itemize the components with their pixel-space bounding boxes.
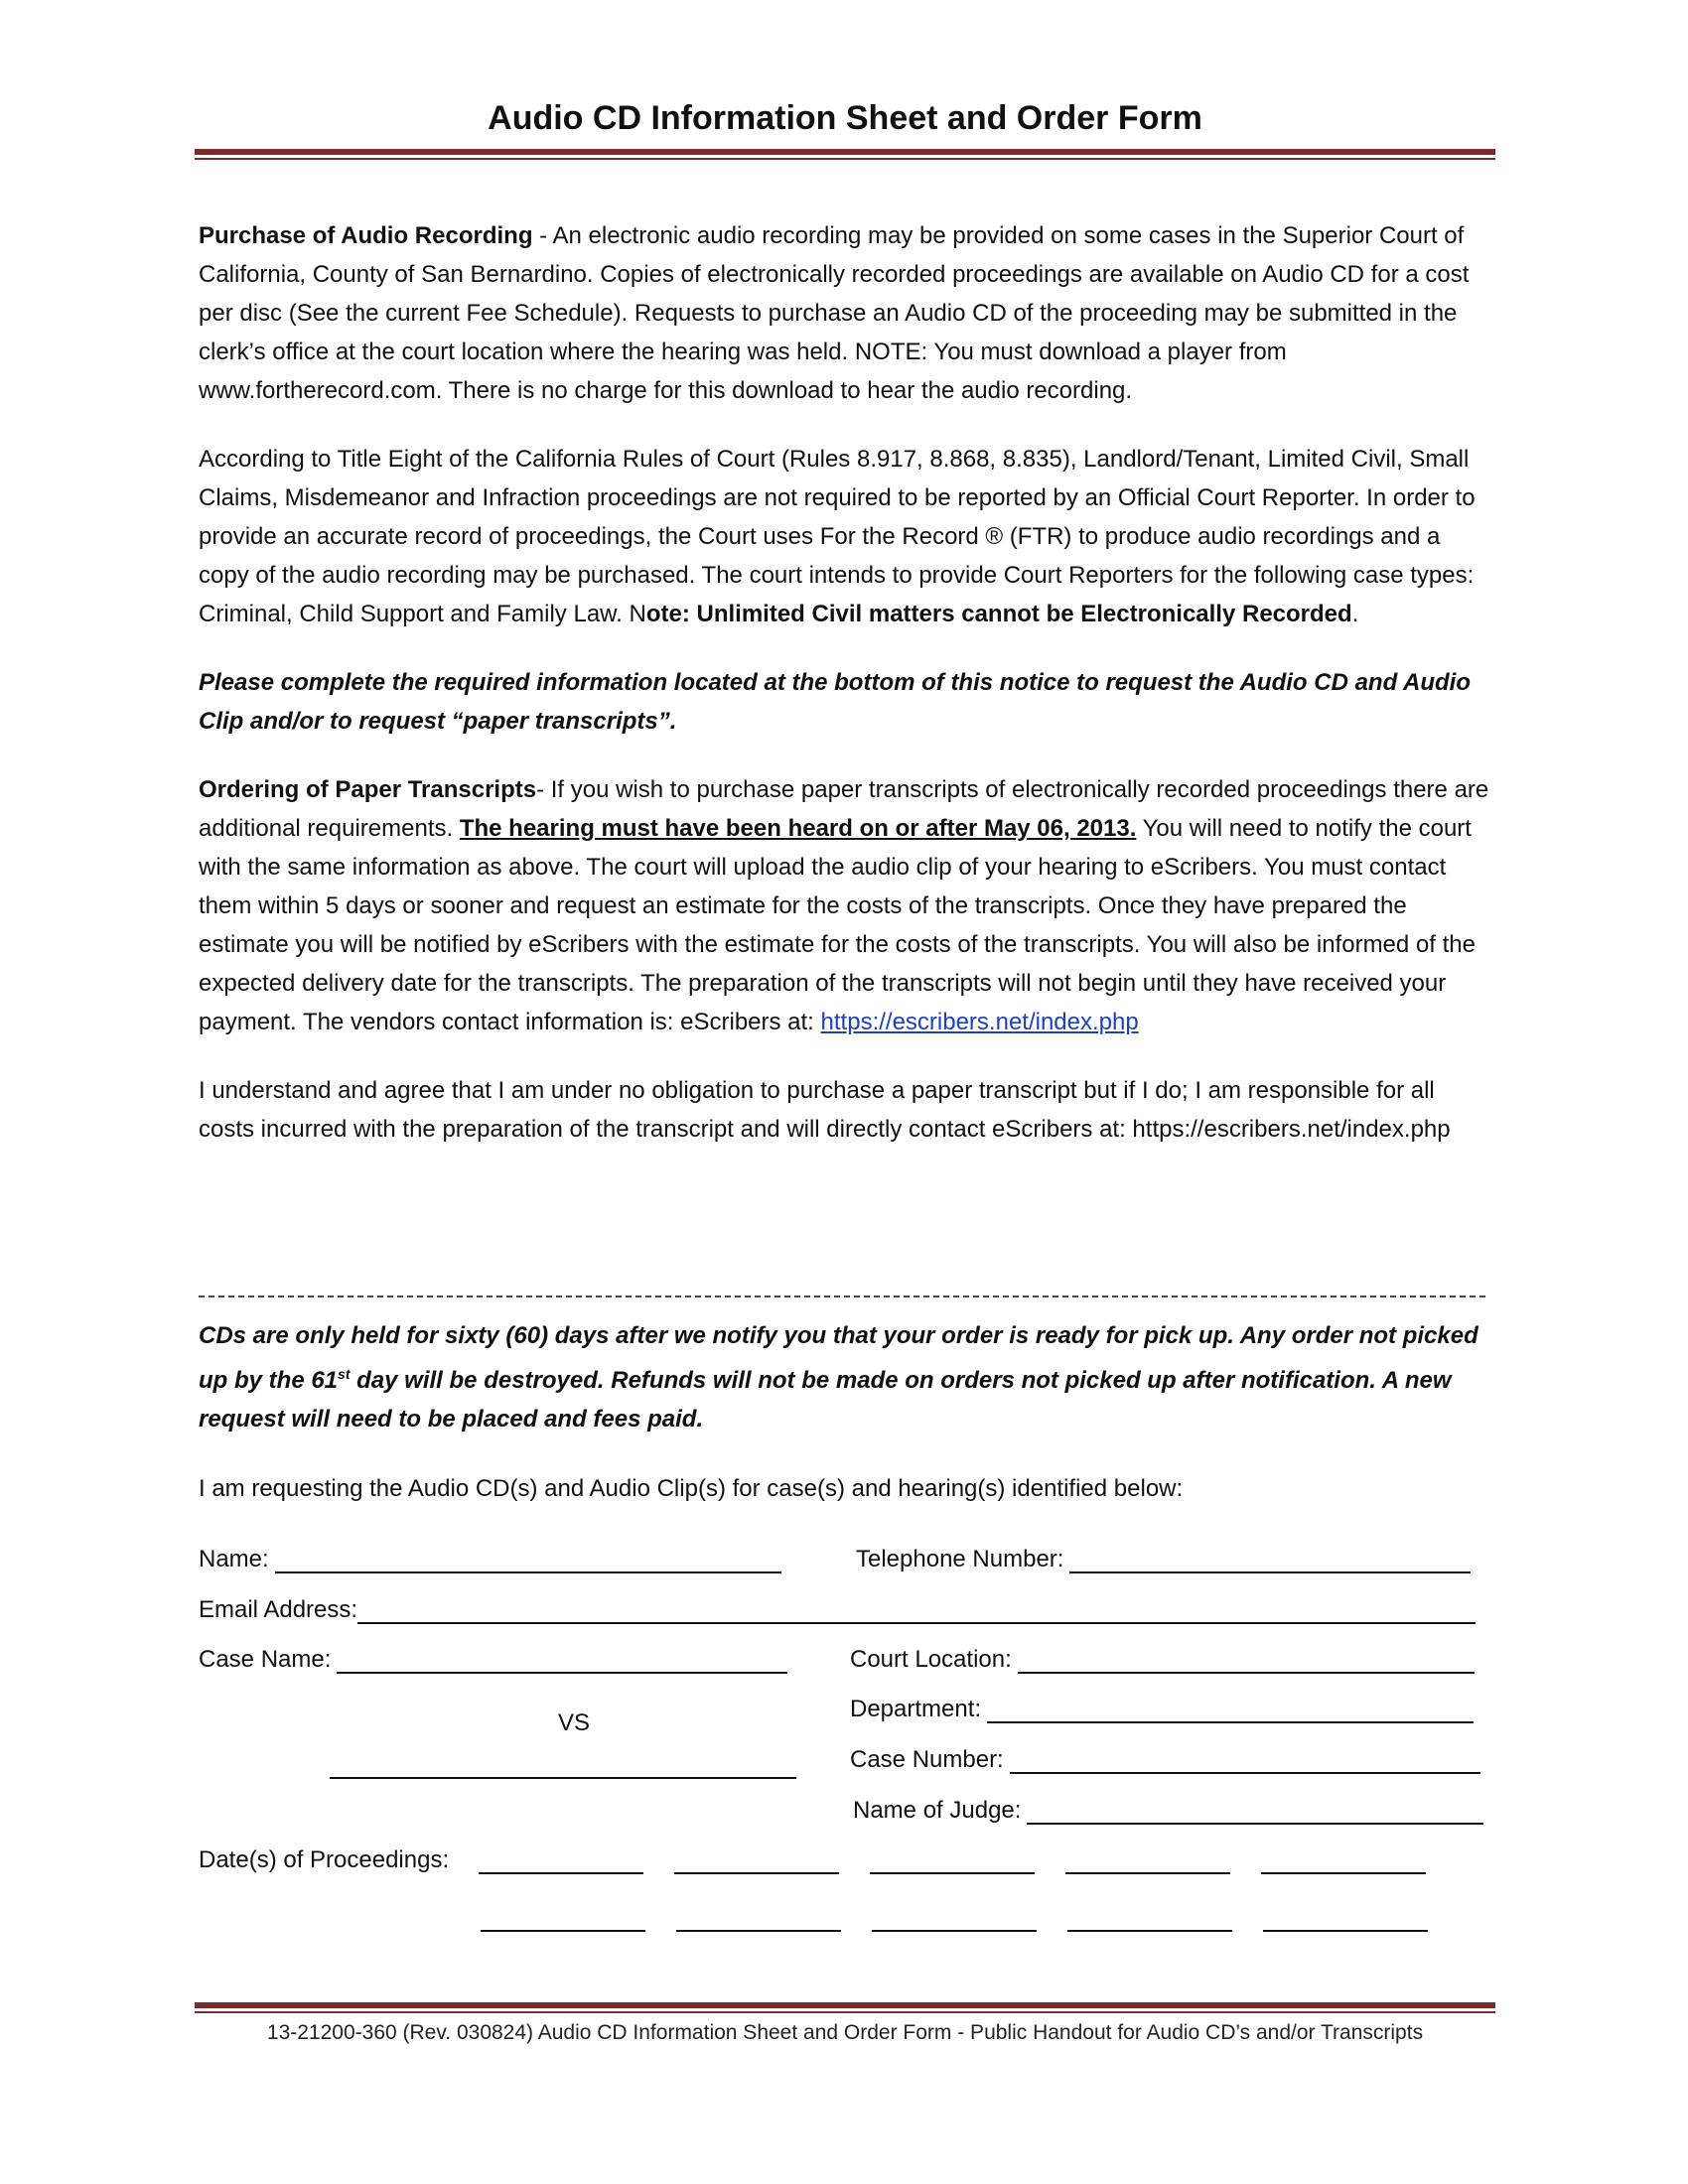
purchase-paragraph	[199, 216, 1489, 410]
transcripts-paragraph	[199, 770, 1489, 1041]
name-field[interactable]	[199, 1544, 781, 1573]
purchase-text: - An electronic audio recording may be provided on some cases in the Superior Court of California, County of San Bernardino. Copies of electronically recorded proceedings are available on Audio CD for a cost per disc (See the current Fee Schedule). Requests to purchase an Audio CD of the proceeding may be submitted in the clerk’s office at the court location where the hearing was held. NOTE: You must download a player from www.fortherecord.com. There is no charge for this download to hear the audio recording.	[199, 222, 1470, 404]
case-name-field[interactable]	[199, 1644, 787, 1674]
case-number-field[interactable]	[850, 1744, 1480, 1774]
date-input-line[interactable]	[1261, 1872, 1426, 1874]
rules-paragraph	[199, 440, 1489, 633]
transcripts-heading: Ordering of Paper Transcripts	[199, 776, 537, 803]
notice-part-1: CDs are only held for sixty (60) days after we notify you that your order is ready for pick up. Any order not picked up by the 61	[199, 1322, 1478, 1394]
judge-field[interactable]	[853, 1795, 1483, 1825]
purchase-heading: Purchase of Audio Recording	[199, 222, 533, 249]
date-input-line[interactable]	[872, 1930, 1037, 1932]
title-divider	[195, 149, 1495, 160]
versus-label: VS	[558, 1709, 591, 1736]
notice-superscript: st	[338, 1366, 351, 1382]
hearing-date-requirement: The hearing must have been heard on or after May 06, 2013.	[459, 815, 1137, 842]
court-location-label: Court Location:	[850, 1646, 1012, 1673]
pickup-notice	[199, 1316, 1489, 1438]
opposing-party-input-line[interactable]	[330, 1775, 796, 1779]
email-label: Email Address:	[199, 1596, 358, 1623]
case-name-input-line[interactable]	[337, 1648, 787, 1674]
name-input-line[interactable]	[275, 1548, 781, 1573]
notice-part-2: day will be destroyed. Refunds will not be made on orders not picked up after notification. A new request will need to be placed and fees paid.	[199, 1367, 1452, 1433]
department-input-line[interactable]	[987, 1698, 1474, 1723]
unlimited-civil-note: ote: Unlimited Civil matters cannot be Electronically Recorded	[645, 601, 1352, 627]
date-input-line[interactable]	[481, 1930, 645, 1932]
email-input-line[interactable]	[357, 1598, 1476, 1624]
transcripts-text-1: - If you wish to purchase paper transcripts of electronically recorded proceedings there are additional requirements.	[199, 776, 1489, 842]
telephone-label: Telephone Number:	[856, 1546, 1064, 1572]
footer-divider	[195, 2002, 1495, 2013]
email-field[interactable]	[199, 1594, 1476, 1624]
date-input-line[interactable]	[674, 1872, 839, 1874]
rules-text: According to Title Eight of the California Rules of Court (Rules 8.917, 8.868, 8.835), Landlord/Tenant, Limited Civil, Small Claims, Misdemeanor and Infraction proceedings are not required to be reported by an Official Court Reporter. In order to provide an accurate record of proceedings, the Court uses For the Record ® (FTR) to produce audio recordings and a copy of the audio recording may be purchased. The court intends to provide Court Reporters for the following case types: Criminal, Child Support and Family Law. N	[199, 446, 1476, 627]
page-title: Audio CD Information Sheet and Order Form	[488, 99, 1202, 137]
date-input-line[interactable]	[1263, 1930, 1428, 1932]
date-input-line[interactable]	[676, 1930, 841, 1932]
complete-instructions: Please complete the required information located at the bottom of this notice to request the Audio CD and Audio Clip and/or to request “paper transcripts”.	[199, 669, 1471, 735]
escribers-link[interactable]: https://escribers.net/index.php	[820, 1009, 1139, 1035]
date-input-line[interactable]	[1065, 1872, 1230, 1874]
telephone-input-line[interactable]	[1069, 1548, 1471, 1573]
department-field[interactable]	[850, 1694, 1474, 1723]
dashed-separator	[199, 1296, 1485, 1297]
case-number-input-line[interactable]	[1010, 1748, 1480, 1774]
name-label: Name:	[199, 1546, 269, 1572]
case-name-label: Case Name:	[199, 1646, 332, 1673]
court-location-field[interactable]	[850, 1644, 1475, 1674]
judge-input-line[interactable]	[1027, 1799, 1483, 1825]
court-location-input-line[interactable]	[1018, 1648, 1475, 1674]
transcripts-text-2: You will need to notify the court with the same information as above. The court will upload the audio clip of your hearing to eScribers. You must contact them within 5 days or sooner and request an estimate for the costs of the transcripts. Once they have prepared the estimate you will be notified by eScribers with the estimate for the costs of the transcripts. You will also be informed of the expected delivery date for the transcripts. The preparation of the transcripts will not begin until they have received your payment. The vendors contact information is: eScribers at:	[199, 815, 1476, 1035]
agreement-paragraph: I understand and agree that I am under no obligation to purchase a paper transcript but if I do; I am responsible for all costs incurred with the preparation of the transcript and will directly contact eScribers at: https://escribers.net/index.php	[199, 1077, 1451, 1143]
rules-end: .	[1351, 601, 1359, 627]
dates-label: Date(s) of Proceedings:	[199, 1846, 450, 1873]
request-statement: I am requesting the Audio CD(s) and Audio Clip(s) for case(s) and hearing(s) identified below:	[199, 1475, 1184, 1502]
judge-label: Name of Judge:	[853, 1797, 1022, 1824]
footer-text: 13-21200-360 (Rev. 030824) Audio CD Information Sheet and Order Form - Public Handout for Audio CD’s and/or Transcripts	[266, 2021, 1424, 2044]
department-label: Department:	[850, 1696, 982, 1722]
date-input-line[interactable]	[870, 1872, 1035, 1874]
date-input-line[interactable]	[1067, 1930, 1232, 1932]
body-text	[199, 216, 1489, 1178]
date-input-line[interactable]	[479, 1872, 643, 1874]
telephone-field[interactable]	[856, 1544, 1471, 1573]
case-number-label: Case Number:	[850, 1746, 1004, 1773]
dates-field	[199, 1844, 449, 1874]
